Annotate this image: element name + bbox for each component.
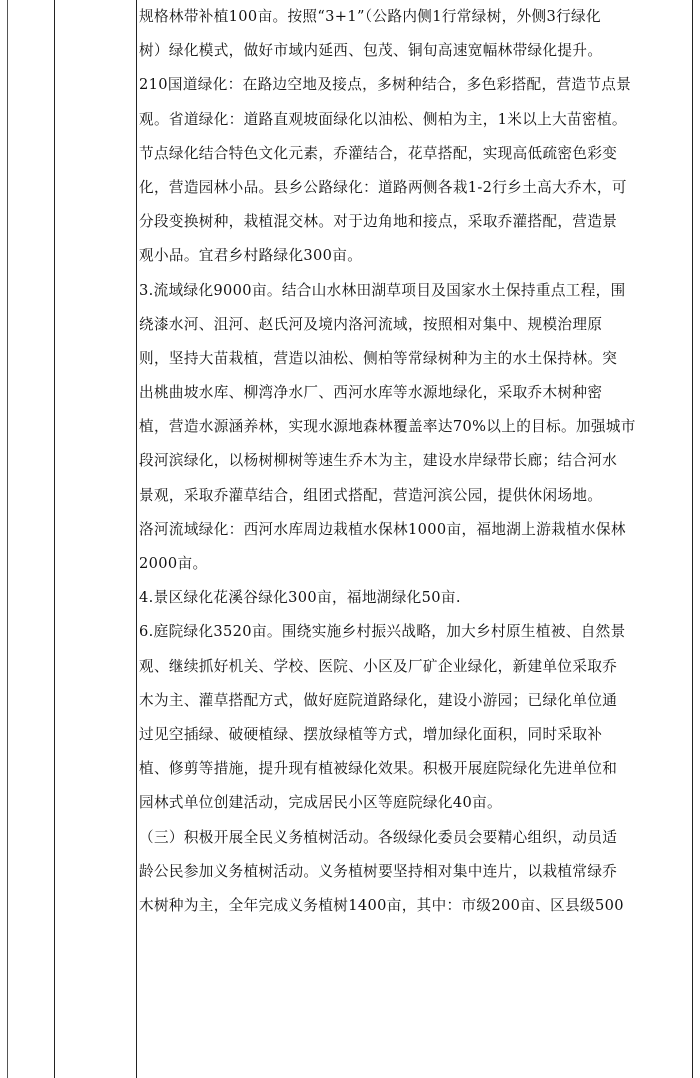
text-line: 植，营造水源涵养林，实现水源地森林覆盖率达70%以上的目标。加强城市 (139, 418, 636, 436)
text-line: 木树种为主，全年完成义务植树1400亩，其中：市级200亩、区县级500 (139, 896, 624, 914)
text-line: 龄公民参加义务植树活动。义务植树要坚持相对集中连片，以栽植常绿乔 (139, 862, 618, 880)
table-column-category (55, 0, 137, 1078)
table-right-border (692, 0, 693, 1078)
table-column-index (0, 0, 55, 1078)
text-line: 210国道绿化：在路边空地及接点，多树种结合，多色彩搭配，营造节点景 (139, 76, 632, 94)
text-line: 观、继续抓好机关、学校、医院、小区及厂矿企业绿化，新建单位采取乔 (139, 657, 618, 675)
text-line: 分段变换树种，栽植混交林。对于边角地和接点，采取乔灌搭配，营造景 (139, 213, 618, 231)
text-line: 观。省道绿化：道路直观坡面绿化以油松、侧柏为主，1米以上大苗密植。 (139, 110, 627, 128)
text-line: 过见空插绿、破硬植绿、摆放绿植等方式，增加绿化面积，同时采取补 (139, 725, 603, 743)
text-line: 洛河流域绿化：西河水库周边栽植水保林1000亩，福地湖上游栽植水保林 (139, 520, 626, 538)
text-line: 化，营造园林小品。县乡公路绿化：道路两侧各栽1-2行乡土高大乔木，可 (139, 178, 627, 196)
text-line: 园林式单位创建活动，完成居民小区等庭院绿化40亩。 (139, 794, 502, 812)
text-line: （三）积极开展全民义务植树活动。各级绿化委员会要精心组织，动员适 (139, 828, 618, 846)
text-line: 树）绿化模式，做好市域内延西、包茂、铜旬高速宽幅林带绿化提升。 (139, 42, 603, 60)
text-line: 景观，采取乔灌草结合，组团式搭配，营造河滨公园，提供休闲场地。 (139, 486, 603, 504)
text-line: 4.景区绿化花溪谷绿化300亩，福地湖绿化50亩. (139, 589, 461, 607)
text-line: 则，坚持大苗栽植，营造以油松、侧柏等常绿树种为主的水土保持林。突 (139, 349, 618, 367)
text-line: 规格林带补植100亩。按照“3+1”（公路内侧1行常绿树，外侧3行绿化 (139, 8, 601, 25)
text-line: 6.庭院绿化3520亩。围绕实施乡村振兴战略，加大乡村原生植被、自然景 (139, 623, 626, 641)
text-line: 段河滨绿化，以杨树柳树等速生乔木为主，建设水岸绿带长廊；结合河水 (139, 452, 618, 470)
text-line: 2000亩。 (139, 555, 208, 572)
text-line: 3.流域绿化9000亩。结合山水林田湖草项目及国家水土保持重点工程，围 (139, 281, 626, 299)
text-line: 木为主、灌草搭配方式，做好庭院道路绿化，建设小游园；已绿化单位通 (139, 691, 618, 709)
text-line: 出桃曲坡水库、柳湾净水厂、西河水库等水源地绿化，采取乔木树种密 (139, 384, 603, 402)
text-line: 节点绿化结合特色文化元素，乔灌结合，花草搭配，实现高低疏密色彩变 (139, 144, 618, 162)
text-line: 观小品。宜君乡村路绿化300亩。 (139, 247, 363, 265)
text-line: 绕漆水河、沮河、赵氏河及境内洛河流域，按照相对集中、规模治理原 (139, 315, 603, 333)
table-cell-content (139, 0, 691, 923)
text-line: 植、修剪等措施，提升现有植被绿化效果。积极开展庭院绿化先进单位和 (139, 760, 618, 778)
